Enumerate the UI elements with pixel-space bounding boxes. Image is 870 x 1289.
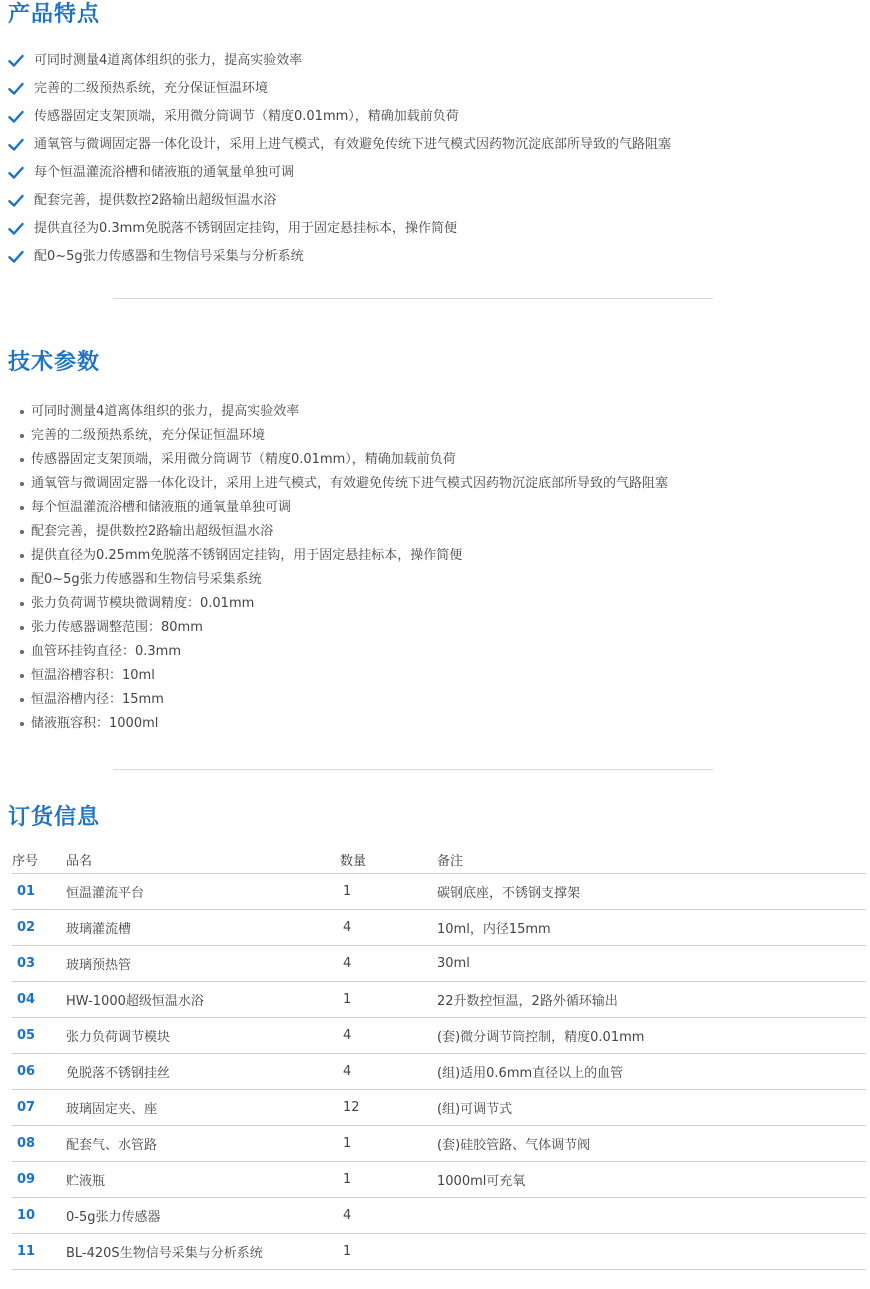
feature-text: 提供直径为0.3mm免脱落不锈钢固定挂钩，用于固定悬挂标本，操作简便 bbox=[34, 221, 458, 236]
spec-item bbox=[20, 640, 668, 664]
row-note: 1000ml可充氧 bbox=[437, 1162, 866, 1198]
row-name: 张力负荷调节模块 bbox=[66, 1018, 340, 1054]
feature-text: 每个恒温灌流浴槽和储液瓶的通氧量单独可调 bbox=[34, 165, 295, 180]
row-note: 碳钢底座，不锈钢支撑架 bbox=[437, 874, 866, 910]
header-qty: 数量 bbox=[340, 846, 437, 874]
row-name: 恒温灌流平台 bbox=[66, 874, 340, 910]
spec-item bbox=[20, 544, 668, 568]
feature-list bbox=[8, 47, 671, 271]
spec-list bbox=[20, 400, 668, 736]
spec-text: 通氧管与微调固定器一体化设计，采用上进气模式，有效避免传统下进气模式因药物沉淀底部所导致的气路阻塞 bbox=[31, 476, 669, 491]
row-name: 玻璃灌流槽 bbox=[66, 910, 340, 946]
table-row bbox=[12, 982, 866, 1018]
bullet-icon bbox=[20, 698, 24, 702]
features-title: 产品特点 bbox=[8, 2, 101, 27]
spec-item bbox=[20, 592, 668, 616]
spec-item bbox=[20, 472, 668, 496]
feature-text: 可同时测量4道离体组织的张力，提高实验效率 bbox=[34, 53, 303, 68]
spec-text: 恒温浴槽内径：15mm bbox=[31, 692, 164, 707]
feature-text: 配0~5g张力传感器和生物信号采集与分析系统 bbox=[34, 249, 304, 264]
row-note: 22升数控恒温，2路外循环输出 bbox=[437, 982, 866, 1018]
order-title: 订货信息 bbox=[8, 805, 101, 830]
row-name: 免脱落不锈钢挂丝 bbox=[66, 1054, 340, 1090]
feature-text: 通氧管与微调固定器一体化设计，采用上进气模式，有效避免传统下进气模式因药物沉淀底部所导致的气路阻塞 bbox=[34, 137, 672, 152]
row-qty: 4 bbox=[340, 910, 437, 946]
table-row bbox=[12, 1198, 866, 1234]
row-no: 04 bbox=[12, 982, 66, 1018]
row-no: 01 bbox=[12, 874, 66, 910]
row-no: 07 bbox=[12, 1090, 66, 1126]
table-row bbox=[12, 946, 866, 982]
row-no: 11 bbox=[12, 1234, 66, 1270]
section-divider bbox=[113, 298, 713, 299]
check-icon bbox=[8, 54, 24, 68]
feature-text: 传感器固定支架顶端，采用微分筒调节（精度0.01mm），精确加载前负荷 bbox=[34, 109, 459, 124]
table-row bbox=[12, 1018, 866, 1054]
row-qty: 4 bbox=[340, 946, 437, 982]
row-no: 06 bbox=[12, 1054, 66, 1090]
row-qty: 4 bbox=[340, 1018, 437, 1054]
row-no: 10 bbox=[12, 1198, 66, 1234]
row-note: (组)适用0.6mm直径以上的血管 bbox=[437, 1054, 866, 1090]
spec-text: 传感器固定支架顶端，采用微分筒调节（精度0.01mm），精确加载前负荷 bbox=[31, 452, 456, 467]
spec-text: 血管环挂钩直径：0.3mm bbox=[31, 644, 182, 659]
check-icon bbox=[8, 222, 24, 236]
bullet-icon bbox=[20, 458, 24, 462]
bullet-icon bbox=[20, 530, 24, 534]
row-name: HW-1000超级恒温水浴 bbox=[66, 982, 340, 1018]
bullet-icon bbox=[20, 650, 24, 654]
spec-item bbox=[20, 568, 668, 592]
spec-item bbox=[20, 664, 668, 688]
spec-text: 恒温浴槽容积：10ml bbox=[31, 668, 155, 683]
table-row bbox=[12, 1162, 866, 1198]
table-row bbox=[12, 1090, 866, 1126]
feature-item bbox=[8, 159, 671, 187]
row-note: (套)硅胶管路、气体调节阀 bbox=[437, 1126, 866, 1162]
order-table bbox=[12, 846, 866, 1270]
spec-text: 储液瓶容积：1000ml bbox=[31, 716, 159, 731]
row-no: 08 bbox=[12, 1126, 66, 1162]
check-icon bbox=[8, 138, 24, 152]
header-name: 品名 bbox=[66, 846, 340, 874]
row-note: 30ml bbox=[437, 946, 866, 982]
bullet-icon bbox=[20, 434, 24, 438]
bullet-icon bbox=[20, 722, 24, 726]
row-name: 0-5g张力传感器 bbox=[66, 1198, 340, 1234]
row-name: BL-420S生物信号采集与分析系统 bbox=[66, 1234, 340, 1270]
row-qty: 1 bbox=[340, 1234, 437, 1270]
spec-item bbox=[20, 448, 668, 472]
feature-text: 完善的二级预热系统，充分保证恒温环境 bbox=[34, 81, 269, 96]
row-name: 玻璃固定夹、座 bbox=[66, 1090, 340, 1126]
section-divider bbox=[113, 769, 713, 770]
spec-item bbox=[20, 496, 668, 520]
spec-text: 配0~5g张力传感器和生物信号采集系统 bbox=[31, 572, 262, 587]
row-qty: 4 bbox=[340, 1054, 437, 1090]
spec-item bbox=[20, 688, 668, 712]
table-row bbox=[12, 874, 866, 910]
spec-text: 张力传感器调整范围：80mm bbox=[31, 620, 203, 635]
feature-item bbox=[8, 75, 671, 103]
feature-item bbox=[8, 103, 671, 131]
spec-item bbox=[20, 520, 668, 544]
spec-text: 可同时测量4道离体组织的张力，提高实验效率 bbox=[31, 404, 300, 419]
table-header-row bbox=[12, 846, 866, 874]
row-qty: 4 bbox=[340, 1198, 437, 1234]
spec-item bbox=[20, 712, 668, 736]
spec-item bbox=[20, 424, 668, 448]
check-icon bbox=[8, 82, 24, 96]
row-no: 09 bbox=[12, 1162, 66, 1198]
row-note: (套)微分调节筒控制，精度0.01mm bbox=[437, 1018, 866, 1054]
row-qty: 1 bbox=[340, 1162, 437, 1198]
check-icon bbox=[8, 110, 24, 124]
bullet-icon bbox=[20, 674, 24, 678]
spec-text: 每个恒温灌流浴槽和储液瓶的通氧量单独可调 bbox=[31, 500, 292, 515]
row-qty: 1 bbox=[340, 982, 437, 1018]
row-note: (组)可调节式 bbox=[437, 1090, 866, 1126]
row-qty: 1 bbox=[340, 874, 437, 910]
bullet-icon bbox=[20, 554, 24, 558]
row-qty: 1 bbox=[340, 1126, 437, 1162]
row-name: 玻璃预热管 bbox=[66, 946, 340, 982]
row-name: 配套气、水管路 bbox=[66, 1126, 340, 1162]
row-no: 05 bbox=[12, 1018, 66, 1054]
feature-item bbox=[8, 187, 671, 215]
table-row bbox=[12, 1126, 866, 1162]
bullet-icon bbox=[20, 506, 24, 510]
feature-item bbox=[8, 47, 671, 75]
spec-item bbox=[20, 400, 668, 424]
spec-item bbox=[20, 616, 668, 640]
check-icon bbox=[8, 166, 24, 180]
row-name: 贮液瓶 bbox=[66, 1162, 340, 1198]
specs-title: 技术参数 bbox=[8, 350, 101, 375]
header-no: 序号 bbox=[12, 846, 66, 874]
row-note bbox=[437, 1198, 866, 1234]
check-icon bbox=[8, 250, 24, 264]
spec-text: 配套完善，提供数控2路输出超级恒温水浴 bbox=[31, 524, 274, 539]
row-note bbox=[437, 1234, 866, 1270]
table-row bbox=[12, 910, 866, 946]
bullet-icon bbox=[20, 482, 24, 486]
spec-text: 完善的二级预热系统，充分保证恒温环境 bbox=[31, 428, 266, 443]
table-row bbox=[12, 1054, 866, 1090]
check-icon bbox=[8, 194, 24, 208]
header-note: 备注 bbox=[437, 846, 866, 874]
spec-text: 张力负荷调节模块微调精度：0.01mm bbox=[31, 596, 255, 611]
bullet-icon bbox=[20, 578, 24, 582]
row-no: 02 bbox=[12, 910, 66, 946]
feature-item bbox=[8, 131, 671, 159]
bullet-icon bbox=[20, 410, 24, 414]
feature-item bbox=[8, 215, 671, 243]
feature-text: 配套完善，提供数控2路输出超级恒温水浴 bbox=[34, 193, 277, 208]
table-row bbox=[12, 1234, 866, 1270]
row-qty: 12 bbox=[340, 1090, 437, 1126]
feature-item bbox=[8, 243, 671, 271]
spec-text: 提供直径为0.25mm免脱落不锈钢固定挂钩，用于固定悬挂标本，操作简便 bbox=[31, 548, 463, 563]
row-no: 03 bbox=[12, 946, 66, 982]
row-note: 10ml，内径15mm bbox=[437, 910, 866, 946]
bullet-icon bbox=[20, 602, 24, 606]
bullet-icon bbox=[20, 626, 24, 630]
